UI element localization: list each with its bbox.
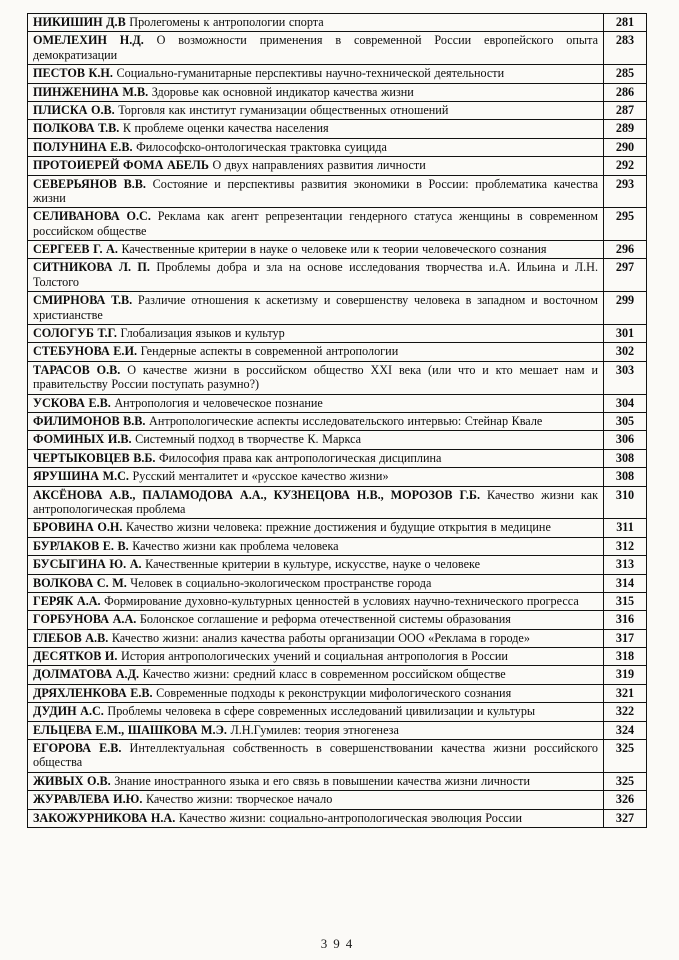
document-page [27,13,647,828]
entry-page-number: 296 [604,241,647,259]
entry-author: ГЕРЯК А.А. [33,593,101,608]
entry-title: Гендерные аспекты в современной антропологии [140,344,399,359]
entry-title: Формирование духовно-культурных ценностей в условиях научно-технического прогресса [104,593,579,608]
entry-title: Системный подход в творчестве К. Маркса [135,432,362,447]
entry-cell [28,361,604,394]
entry-author: ДОЛМАТОВА А.Д. [33,667,140,682]
entry-title: Интеллектуальная собственность в совершенствовании качества жизни российского общества [33,741,598,770]
entry-title: Качественные критерии в культуре, искусстве, науке о человеке [145,557,481,572]
entry-author: ЯРУШИНА М.С. [33,469,129,484]
toc-row [28,611,647,629]
entry-page-number: 314 [604,574,647,592]
toc-row [28,101,647,119]
entry-page-number: 316 [604,611,647,629]
entry-page-number: 285 [604,65,647,83]
toc-row [28,120,647,138]
entry-title: Качество жизни человека: прежние достижения и будущие открытия в медицине [125,520,551,535]
entry-cell [28,325,604,343]
entry-title: Русский менталитет и «русское качество жизни» [132,469,389,484]
toc-row [28,157,647,175]
entry-page-number: 310 [604,486,647,519]
entry-cell [28,292,604,325]
toc-row [28,65,647,83]
entry-title: Реклама как агент репрезентации гендерного статуса женщины в современном российском обществе [33,209,599,238]
entry-author: АКСЁНОВА А.В., ПАЛАМОДОВА А.А., КУЗНЕЦОВА Н.В., МОРОЗОВ Г.Б. [33,487,481,502]
entry-cell [28,468,604,486]
entry-cell [28,772,604,790]
toc-row [28,592,647,610]
toc-row [28,343,647,361]
entry-title: Качество жизни: социально-антропологическая эволюция России [178,810,522,825]
entry-author: СЕВЕРЬЯНОВ В.В. [33,176,146,191]
toc-row [28,394,647,412]
toc-row [28,486,647,519]
toc-row [28,175,647,208]
toc-row [28,629,647,647]
entry-page-number: 297 [604,259,647,292]
entry-page-number: 318 [604,648,647,666]
entry-author: ПОЛКОВА Т.В. [33,121,120,136]
entry-page-number: 299 [604,292,647,325]
page-number-footer: 394 [320,936,359,951]
toc-row [28,721,647,739]
entry-title: Качественные критерии в науке о человеке или к теории человеческого сознания [121,242,547,257]
entry-author: ПЕСТОВ К.Н. [33,66,113,81]
entry-author: СИТНИКОВА Л. П. [33,260,150,275]
toc-row [28,325,647,343]
entry-title: Социально-гуманитарные перспективы научно-технической деятельности [116,66,505,81]
entry-cell [28,241,604,259]
entry-cell [28,648,604,666]
toc-table [27,13,647,828]
entry-page-number: 308 [604,449,647,467]
entry-author: ПИНЖЕНИНА М.В. [33,84,149,99]
entry-title: Качество жизни: средний класс в современном российском обществе [142,667,506,682]
entry-title: Различие отношения к аскетизму и совершенству человека в западном и восточном христианстве [33,293,598,322]
entry-cell [28,120,604,138]
entry-author: БРОВИНА О.Н. [33,520,123,535]
toc-row [28,574,647,592]
entry-author: ДЕСЯТКОВ И. [33,649,118,664]
entry-author: СМИРНОВА Т.В. [33,293,133,308]
entry-page-number: 305 [604,412,647,430]
entry-page-number: 289 [604,120,647,138]
entry-title: Л.Н.Гумилев: теория этногенеза [230,722,399,737]
entry-page-number: 317 [604,629,647,647]
toc-row [28,556,647,574]
entry-page-number: 313 [604,556,647,574]
entry-title: Торговля как институт гуманизации общественных отношений [118,102,449,117]
entry-title: Качество жизни как антропологическая проблема [33,487,599,516]
entry-page-number: 301 [604,325,647,343]
entry-title: Пролегомены к антропологии спорта [129,15,324,29]
entry-title: Философско-онтологическая трактовка суицида [136,139,387,154]
entry-page-number: 325 [604,740,647,773]
toc-row [28,666,647,684]
entry-page-number: 293 [604,175,647,208]
entry-cell [28,259,604,292]
entry-title: О качестве жизни в российском общество XXI века (или что и кто мешает нам и правительству России поступать разумно?) [33,362,598,392]
entry-cell [28,431,604,449]
toc-table-body [28,14,647,828]
entry-author: БУСЫГИНА Ю. А. [33,557,142,572]
entry-cell [28,175,604,208]
entry-title: Проблемы человека в сфере современных исследований цивилизации и культуры [107,704,536,719]
entry-cell [28,412,604,430]
entry-author: ПРОТОИЕРЕЙ ФОМА АБЕЛЬ [33,158,209,173]
entry-page-number: 286 [604,83,647,101]
entry-author: ПЛИСКА О.В. [33,102,115,117]
entry-author: ЗАКОЖУРНИКОВА Н.А. [33,810,176,825]
entry-author: ОМЕЛЕХИН Н.Д. [33,33,144,48]
entry-page-number: 319 [604,666,647,684]
toc-row [28,361,647,394]
entry-author: УСКОВА Е.В. [33,395,111,410]
entry-cell [28,537,604,555]
entry-title: Антропологические аспекты исследовательского интервью: Стейнар Квале [149,413,543,428]
entry-page-number: 295 [604,208,647,241]
entry-page-number: 312 [604,537,647,555]
entry-cell [28,592,604,610]
entry-title: Качество жизни: анализ качества работы организации ООО «Реклама в городе» [111,630,530,645]
entry-cell [28,791,604,809]
entry-cell [28,703,604,721]
entry-author: ГОРБУНОВА А.А. [33,612,137,627]
entry-title: Проблемы добра и зла на основе исследования творчества и.А. Ильина и Л.Н. Толстого [33,260,598,289]
entry-page-number: 325 [604,772,647,790]
entry-page-number: 290 [604,138,647,156]
entry-author: БУРЛАКОВ Е. В. [33,538,129,553]
entry-page-number: 315 [604,592,647,610]
entry-page-number: 311 [604,519,647,537]
entry-cell [28,83,604,101]
entry-page-number: 283 [604,32,647,65]
entry-cell [28,343,604,361]
entry-page-number: 287 [604,101,647,119]
toc-row [28,809,647,827]
entry-author: ЕГОРОВА Е.В. [33,741,122,756]
entry-title: О двух направлениях развития личности [212,158,426,173]
entry-cell [28,138,604,156]
toc-row [28,703,647,721]
entry-title: К проблеме оценки качества населения [122,121,329,136]
entry-page-number: 324 [604,721,647,739]
toc-row [28,241,647,259]
toc-row [28,449,647,467]
entry-cell [28,556,604,574]
entry-author: СТЕБУНОВА Е.И. [33,344,138,359]
entry-cell [28,394,604,412]
entry-author: ЕЛЬЦЕВА Е.М., ШАШКОВА М.Э. [33,722,227,737]
entry-page-number: 322 [604,703,647,721]
entry-title: Современные подходы к реконструкции мифологического сознания [156,685,512,700]
entry-author: СЕРГЕЕВ Г. А. [33,242,118,257]
entry-cell [28,519,604,537]
entry-cell [28,449,604,467]
entry-page-number: 306 [604,431,647,449]
entry-author: ПОЛУНИНА Е.В. [33,139,133,154]
entry-title: Глобализация языков и культур [120,326,285,341]
entry-title: О возможности применения в современной России европейского опыта демократизации [33,33,598,62]
entry-page-number: 321 [604,684,647,702]
entry-author: НИКИШИН Д.В [33,15,126,29]
entry-cell [28,157,604,175]
entry-page-number: 327 [604,809,647,827]
entry-cell [28,721,604,739]
entry-cell [28,574,604,592]
entry-page-number: 292 [604,157,647,175]
toc-row [28,684,647,702]
entry-page-number: 303 [604,361,647,394]
entry-title: История антропологических учений и социальная антропология в России [121,649,508,664]
entry-cell [28,208,604,241]
toc-row [28,740,647,773]
toc-row [28,83,647,101]
entry-author: ФИЛИМОНОВ В.В. [33,413,146,428]
entry-cell [28,65,604,83]
entry-cell [28,101,604,119]
entry-title: Человек в социально-экологическом пространстве города [130,575,432,590]
toc-row [28,32,647,65]
entry-author: ГЛЕБОВ А.В. [33,630,109,645]
entry-page-number: 326 [604,791,647,809]
entry-title: Здоровье как основной индикатор качества жизни [151,84,414,99]
entry-cell [28,809,604,827]
entry-cell [28,666,604,684]
entry-page-number: 302 [604,343,647,361]
toc-row [28,431,647,449]
entry-author: ЖИВЫХ О.В. [33,773,111,788]
entry-page-number: 281 [604,14,647,32]
entry-author: ФОМИНЫХ И.В. [33,432,132,447]
toc-row [28,259,647,292]
entry-cell [28,14,604,32]
entry-title: Состояние и перспективы развития экономики в России: проблематика качества жизни [33,176,598,205]
entry-title: Качество жизни как проблема человека [132,538,339,553]
toc-row [28,519,647,537]
entry-title: Болонское соглашение и реформа отечественной системы образования [139,612,511,627]
entry-page-number: 308 [604,468,647,486]
entry-author: СОЛОГУБ Т.Г. [33,326,117,341]
toc-row [28,791,647,809]
entry-author: ВОЛКОВА С. М. [33,575,127,590]
entry-author: ДУДИН А.С. [33,704,104,719]
entry-page-number: 304 [604,394,647,412]
toc-row [28,537,647,555]
toc-row [28,412,647,430]
entry-author: ЧЕРТЫКОВЦЕВ В.Б. [33,450,156,465]
entry-author: ТАРАСОВ О.В. [33,362,121,377]
entry-cell [28,611,604,629]
toc-row [28,208,647,241]
entry-title: Знание иностранного языка и его связь в повышении качества жизни личности [114,773,531,788]
entry-cell [28,32,604,65]
entry-cell [28,629,604,647]
toc-row [28,138,647,156]
entry-author: ДРЯХЛЕНКОВА Е.В. [33,685,153,700]
entry-author: СЕЛИВАНОВА О.С. [33,209,151,224]
entry-title: Антропология и человеческое познание [114,395,323,410]
entry-title: Философия права как антропологическая дисциплина [159,450,442,465]
entry-title: Качество жизни: творческое начало [145,792,333,807]
toc-row [28,292,647,325]
toc-row [28,14,647,32]
toc-row [28,772,647,790]
entry-author: ЖУРАВЛЕВА И.Ю. [33,792,143,807]
entry-cell [28,740,604,773]
entry-cell [28,486,604,519]
toc-row [28,648,647,666]
entry-cell [28,684,604,702]
toc-row [28,468,647,486]
